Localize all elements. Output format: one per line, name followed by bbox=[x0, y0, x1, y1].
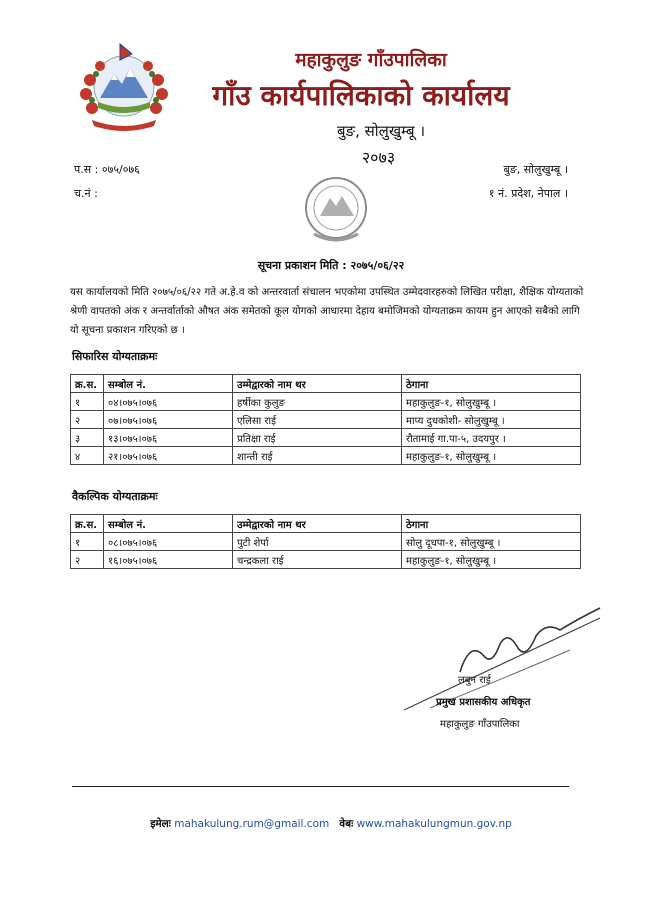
table-header-row bbox=[71, 375, 581, 393]
table-header-row bbox=[71, 515, 581, 533]
office-province: १ नं. प्रदेश, नेपाल । bbox=[488, 187, 568, 200]
reference-number: प.स : ०७५/०७६ bbox=[74, 163, 140, 176]
table-cell: शान्ती राई bbox=[233, 447, 402, 465]
table-cell: महाकुलुङ-१, सोलुखुम्बू । bbox=[402, 447, 581, 465]
table-row bbox=[71, 411, 581, 429]
table-cell: ०७।०७५।०७६ bbox=[104, 411, 233, 429]
column-header: क्र.स. bbox=[71, 515, 104, 533]
table-row bbox=[71, 429, 581, 447]
web-label: वेबः bbox=[339, 818, 354, 830]
email-label: इमेलः bbox=[150, 818, 171, 830]
signatory-designation: प्रमुख प्रशासकीय अधिकृत bbox=[436, 697, 531, 708]
table-cell: पुटी शेर्पा bbox=[233, 533, 402, 551]
established-year: २०७३ bbox=[361, 148, 396, 167]
table-cell: ०८।०७५।०७६ bbox=[104, 533, 233, 551]
table-cell: २ bbox=[71, 551, 104, 569]
table-cell: १६।०७५।०७६ bbox=[104, 551, 233, 569]
notice-publication-date: सूचना प्रकाशन मिति : २०७५/०६/२२ bbox=[257, 259, 405, 272]
signatory-office: महाकुलुङ गाँउपालिका bbox=[440, 719, 520, 730]
office-stamp bbox=[300, 172, 372, 248]
table-cell: माप्य दुधकोशी- सोलुखुम्बू । bbox=[402, 411, 581, 429]
table-cell: महाकुलुङ-१, सोलुखुम्बू । bbox=[402, 551, 581, 569]
table-cell: २ bbox=[71, 411, 104, 429]
column-header: ठेगाना bbox=[402, 375, 581, 393]
footer-contact bbox=[0, 817, 662, 831]
dispatch-number: च.नं : bbox=[74, 187, 98, 200]
email-link[interactable]: mahakulung.rum@gmail.com bbox=[174, 818, 330, 830]
table-cell: चन्द्रकला राई bbox=[233, 551, 402, 569]
table-cell: प्रतिक्षा राई bbox=[233, 429, 402, 447]
table-cell: ३ bbox=[71, 429, 104, 447]
office-place: बुङ, सोलुखुम्बू । bbox=[503, 163, 568, 176]
alternate-heading: वैकल्पिक योग्यताक्रमः bbox=[72, 490, 158, 503]
website-link[interactable]: www.mahakulungmun.gov.np bbox=[356, 818, 512, 830]
office-title: गाँउ कार्यपालिकाको कार्यालय bbox=[212, 79, 510, 112]
table-cell: सोलु दूधपा-१, सोलुखुम्बू । bbox=[402, 533, 581, 551]
table-cell: १३।०७५।०७६ bbox=[104, 429, 233, 447]
signatory-name: लबुन राई bbox=[458, 675, 491, 686]
office-address: बुङ, सोलुखुम्बू । bbox=[336, 122, 425, 140]
alternate-table bbox=[70, 514, 581, 569]
column-header: उम्मेद्वारको नाम थर bbox=[233, 375, 402, 393]
table-cell: २१।०७५।०७६ bbox=[104, 447, 233, 465]
table-cell: हर्षीका कुलुङ bbox=[233, 393, 402, 411]
table-row bbox=[71, 533, 581, 551]
table-cell: महाकुलुङ-१, सोलुखुम्बू । bbox=[402, 393, 581, 411]
table-row bbox=[71, 447, 581, 465]
column-header: क्र.स. bbox=[71, 375, 104, 393]
table-cell: १ bbox=[71, 393, 104, 411]
column-header: सम्बोल नं. bbox=[104, 515, 233, 533]
recommended-table bbox=[70, 374, 581, 465]
footer-divider bbox=[72, 786, 569, 787]
column-header: उम्मेद्वारको नाम थर bbox=[233, 515, 402, 533]
notice-paragraph: यस कार्यालयको मिति २०७५/०६/२२ गते अ.हे.व को अन्तरवार्ता संचालन भएकोमा उपस्थित उम्मेदवारहरुको लिखित परीक्षा, शैक्षिक योग्यताको श्रेणी वापतको अंक र अन्तर्वार्ताको औषत अंक समेतको कूल योगको आधारमा देहाय बमोजिमको योग्यताक्रम कायम हुन आएको सबैको लागि यो सूचना प्रकाशन गरिएको छ । bbox=[70, 287, 584, 336]
column-header: सम्बोल नं. bbox=[104, 375, 233, 393]
table-cell: एलिसा राई bbox=[233, 411, 402, 429]
table-cell: रौतामाई गा.पा-५, उदयपुर । bbox=[402, 429, 581, 447]
table-cell: ४ bbox=[71, 447, 104, 465]
column-header: ठेगाना bbox=[402, 515, 581, 533]
table-row bbox=[71, 551, 581, 569]
table-row bbox=[71, 393, 581, 411]
table-cell: १ bbox=[71, 533, 104, 551]
recommended-heading: सिफारिस योग्यताक्रमः bbox=[72, 350, 158, 363]
table-cell: ०४।०७५।०७६ bbox=[104, 393, 233, 411]
municipality-name: महाकुलुङ गाँउपालिका bbox=[295, 49, 447, 71]
